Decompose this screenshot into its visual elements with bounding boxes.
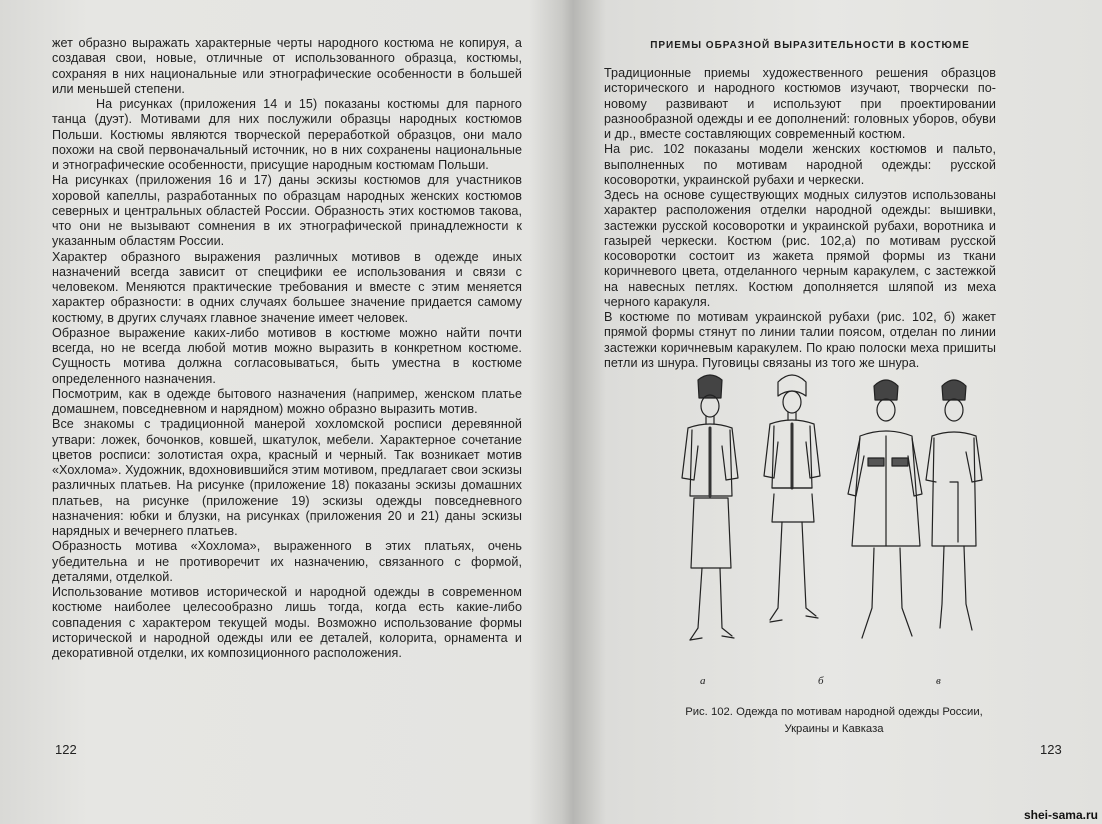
left-paragraph-9: Использование мотивов исторической и народной одежды в современном костюме наиболее целесообразно лишь тогда, когда есть какие-либо совпадения с характером текущей моды. Возможно использование формы исторической и народной одежды или ее деталей, колорита, орнамента и декоративной отделки, их композиционного расположения. <box>52 585 522 660</box>
figure-a-sketch <box>682 375 738 640</box>
left-paragraph-4: Характер образного выражения различных мотивов в одежде иных назначений всегда зависит от специфики ее использования и связи с человеком. Меняются практические требования и вместе с этим меняется характер образности: в одних случаях большее значение придается самому костюму, в других случаях главное значение имеет человек. <box>52 249 522 325</box>
right-paragraph-1: Традиционные приемы художественного решения образцов исторического и народного костюмов изучают, творчески по-новому развивают и используют при проектировании разнообразной одежды и ее дополнений: головных уборов, обуви и др., вместе составляющих современный костюм. <box>604 66 996 141</box>
figure-caption: Рис. 102. Одежда по мотивам народной одежды России, Украины и Кавказа <box>685 706 983 735</box>
left-paragraph-7: Все знакомы с традиционной манерой хохломской росписи деревянной утвари: ложек, бочонков, ковшей, шкатулок, мебели. Характерное сочетание цветов росписи: золотистая охра, красный и черный. Так возникает мотив «Хохлома». Художник, вдохновившийся этим мотивом, предлагает свои эскизы различных платьев. На рисунке (приложение 18) показаны эскизы домашних платьев, на рисунке (приложение 19) эскизы одежды повседневного назначения: юбки и блузки, на рисунках (приложения 20 и 21) даны эскизы нарядных и вечернего платьев. <box>52 417 522 538</box>
left-paragraph-3: На рисунках (приложения 16 и 17) даны эскизы костюмов для участников хоровой капеллы, разработанных по образцам народных женских костюмов северных и центральных областей России. Образность этих костюмов такова, что они не вызывают сомнения в их этнографической принадлежности к указанным областям России. <box>52 173 522 249</box>
left-paragraph-8: Образность мотива «Хохлома», выраженного в этих платьях, очень убедительна и не противоречит их назначению, связанного с формой, деталями, отделкой. <box>52 539 522 584</box>
figure-b-sketch <box>764 375 820 622</box>
left-paragraph-6: Посмотрим, как в одежде бытового назначения (например, женском платье домашнем, повседневном и нарядном) можно образно выразить мотив. <box>52 386 522 416</box>
left-paragraph-2: На рисунках (приложения 14 и 15) показаны костюмы для парного танца (дуэт). Мотивами для них послужили образцы народных костюмов Польши. Костюмы являются творческой переработкой образцов, они мало похожи на свой первоначальный источник, но в них сохранены национальные и этнографические особенности, присущие народным костюмам Польши. <box>52 97 522 172</box>
figure-label-a: а <box>700 675 706 687</box>
fashion-illustration <box>660 366 1000 696</box>
left-paragraph-5: Образное выражение каких-либо мотивов в костюме можно найти почти всегда, но не всегда любой мотив можно выразить в конкретном костюме. Сущность мотива должна согласовываться, быть уместна в костюме определенного назначения. <box>52 325 522 386</box>
figure-label-b: б <box>818 675 824 687</box>
page-number-left: 122 <box>55 742 77 757</box>
right-paragraph-2: На рис. 102 показаны модели женских костюмов и пальто, выполненных по мотивам народной одежды: русской косоворотки, украинской рубахи и черкески. <box>604 142 996 187</box>
right-paragraph-4: В костюме по мотивам украинской рубахи (рис. 102, б) жакет прямой формы стянут по линии талии поясом, отделан по линии застежки коричневым каракулем. По краю полоски меха пришиты петли из шнура. Пуговицы связаны из того же шнура. <box>604 310 996 370</box>
figure-c-sketch <box>848 380 982 638</box>
watermark: shei-sama.ru <box>1023 808 1098 822</box>
left-paragraph-1: жет образно выражать характерные черты народного костюма не копируя, а создавая свои, новые, отличные от использованного образца, костюмы, сохраняя в них национальные или этнографические особенности в большей или меньшей степени. <box>52 36 522 96</box>
left-page <box>52 36 522 816</box>
page-number-right: 123 <box>1040 742 1062 757</box>
figure-label-c: в <box>936 675 941 687</box>
section-heading: ПРИЕМЫ ОБРАЗНОЙ ВЫРАЗИТЕЛЬНОСТИ В КОСТЮМЕ <box>650 40 970 51</box>
right-paragraph-3: Здесь на основе существующих модных силуэтов использованы характер расположения отделки народной одежды: вышивки, застежки русской косоворотки и украинской рубахи, воротника и газырей черкески. Костюм (рис. 102,а) по мотивам русской косоворотки состоит из жакета прямой формы из ткани коричневого цвета, отделанного черным каракулем, с застежкой на навесных петлях. Костюм дополняется шляпой из меха черного каракуля. <box>604 188 996 309</box>
